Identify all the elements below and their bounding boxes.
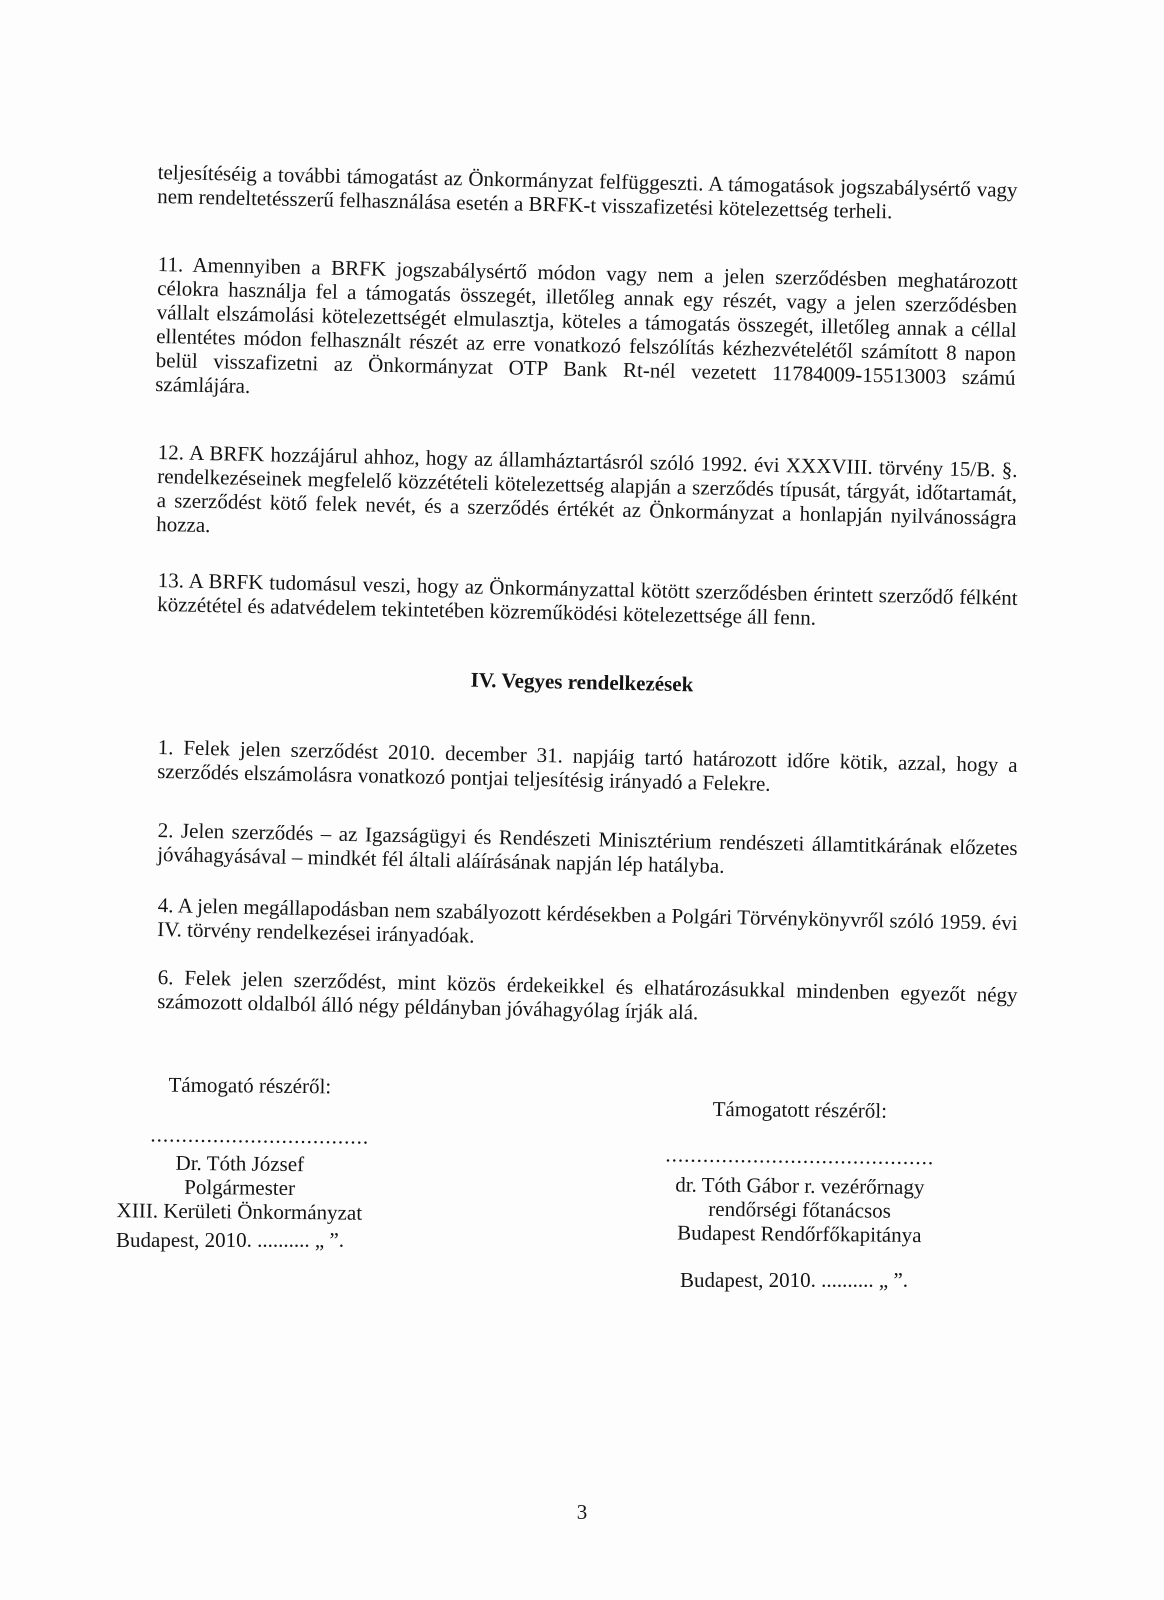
paragraph-text: 11. Amennyiben a BRFK jogszabálysértő módon vagy nem a jelen szerződésben meghatározott célokra használja fel a támogatás összegét, illetőleg annak egy részét, vagy a jelen szerződésben vállalt elszámolási kötelezettségét elmulasztja, köteles a támogatás összegét, illetőleg annak a céllal ellentétes módon felhasznált részét az erre vonatkozó felszólítás kézhezvételétől számított 8 napon belül visszafizetni az Önkormányzat OTP Bank Rt-nél vezetett 11784009-15513003 számú számlájára. [154,252,1018,398]
place-date-right: Budapest, 2010. .......... „ ”. [680,1268,909,1292]
signature-block-left [110,1072,390,1099]
signatory-organization: Budapest Rendőrfőkapitánya [677,1220,922,1248]
signature-dots: ................................... [150,1122,370,1149]
paragraph-text: 4. A jelen megállapodásban nem szabályozott kérdésekben a Polgári Törvénykönyvről szóló 1959. évi IV. törvény rendelkezései irányadóak. [156,893,1018,948]
signatory-side-label: Támogató részéről: [168,1072,332,1099]
signatory-organization: XIII. Kerületi Önkormányzat [116,1198,363,1225]
section-paragraph-6 [157,965,1018,1031]
paragraph-text: 6. Felek jelen szerződést, mint közös érdekeikkel és elhatározásukkal mindenben egyezőt négy számozott oldalból álló négy példányban jóváhagyólag írják alá. [156,965,1018,1025]
section-paragraph-4 [157,893,1018,959]
place-date-left: Budapest, 2010. .......... „ ”. [116,1228,345,1252]
signatory-title: rendőrségi főtanácsos [708,1196,891,1223]
signature-line-right [630,1142,970,1170]
paragraph-text: 2. Jelen szerződés – az Igazságügyi és Rendészeti Minisztérium rendészeti államtitkárának előzetes jóváhagyásával – mindkét fél általi aláírásának napján lép hatályba. [156,818,1018,878]
paragraph-12 [156,440,1018,554]
signature-dots: ........................................... [665,1142,935,1170]
section-paragraph-1 [157,735,1018,801]
section-heading: IV. Vegyes rendelkezések [470,667,694,697]
signature-line-left [120,1122,400,1149]
paragraph-text: teljesítéséig a további támogatást az Önkormányzat felfüggeszti. A támogatások jogszabálysértő vagy nem rendeltetésszerű felhasználása esetén a BRFK-t visszafizetési kötelezettség terheli. [156,160,1018,224]
paragraph-13 [157,568,1018,634]
paragraph-11 [155,252,1018,414]
page-number: 3 [576,1500,588,1524]
signature-block-right [630,1096,970,1124]
signatory-details-left [99,1150,380,1225]
paragraph-continuation [157,160,1018,226]
signatory-name: dr. Tóth Gábor r. vezérőrnagy [675,1172,925,1200]
paragraph-text: 13. A BRFK tudomásul veszi, hogy az Önkormányzattal kötött szerződésben érintett szerződő félként közzététel és adatvédelem tekintetében közreműködési kötelezettsége áll fenn. [156,568,1018,630]
signatory-side-label: Támogatott részéről: [712,1096,888,1123]
signatory-name: Dr. Tóth József [175,1150,305,1177]
signatory-details-right [629,1172,970,1248]
paragraph-text: 1. Felek jelen szerződést 2010. december 31. napjáig tartó határozott időre kötik, azzal, hogy a szerződés elszámolásra vonatkozó pontjai teljesítésig irányadó a Felekre. [156,735,1018,796]
signatory-title: Polgármester [184,1174,296,1201]
section-paragraph-2 [157,818,1018,884]
paragraph-text: 12. A BRFK hozzájárul ahhoz, hogy az államháztartásról szóló 1992. évi XXXVIII. törvény 15/B. §. rendelkezéseinek megfelelő közzétételi kötelezettség alapján a szerződés típusát, tárgyát, időtartamát, a szerződést kötő felek nevét, és a szerződés értékét az Önkormányzat a honlapján nyilvánosságra hozza. [155,440,1018,538]
